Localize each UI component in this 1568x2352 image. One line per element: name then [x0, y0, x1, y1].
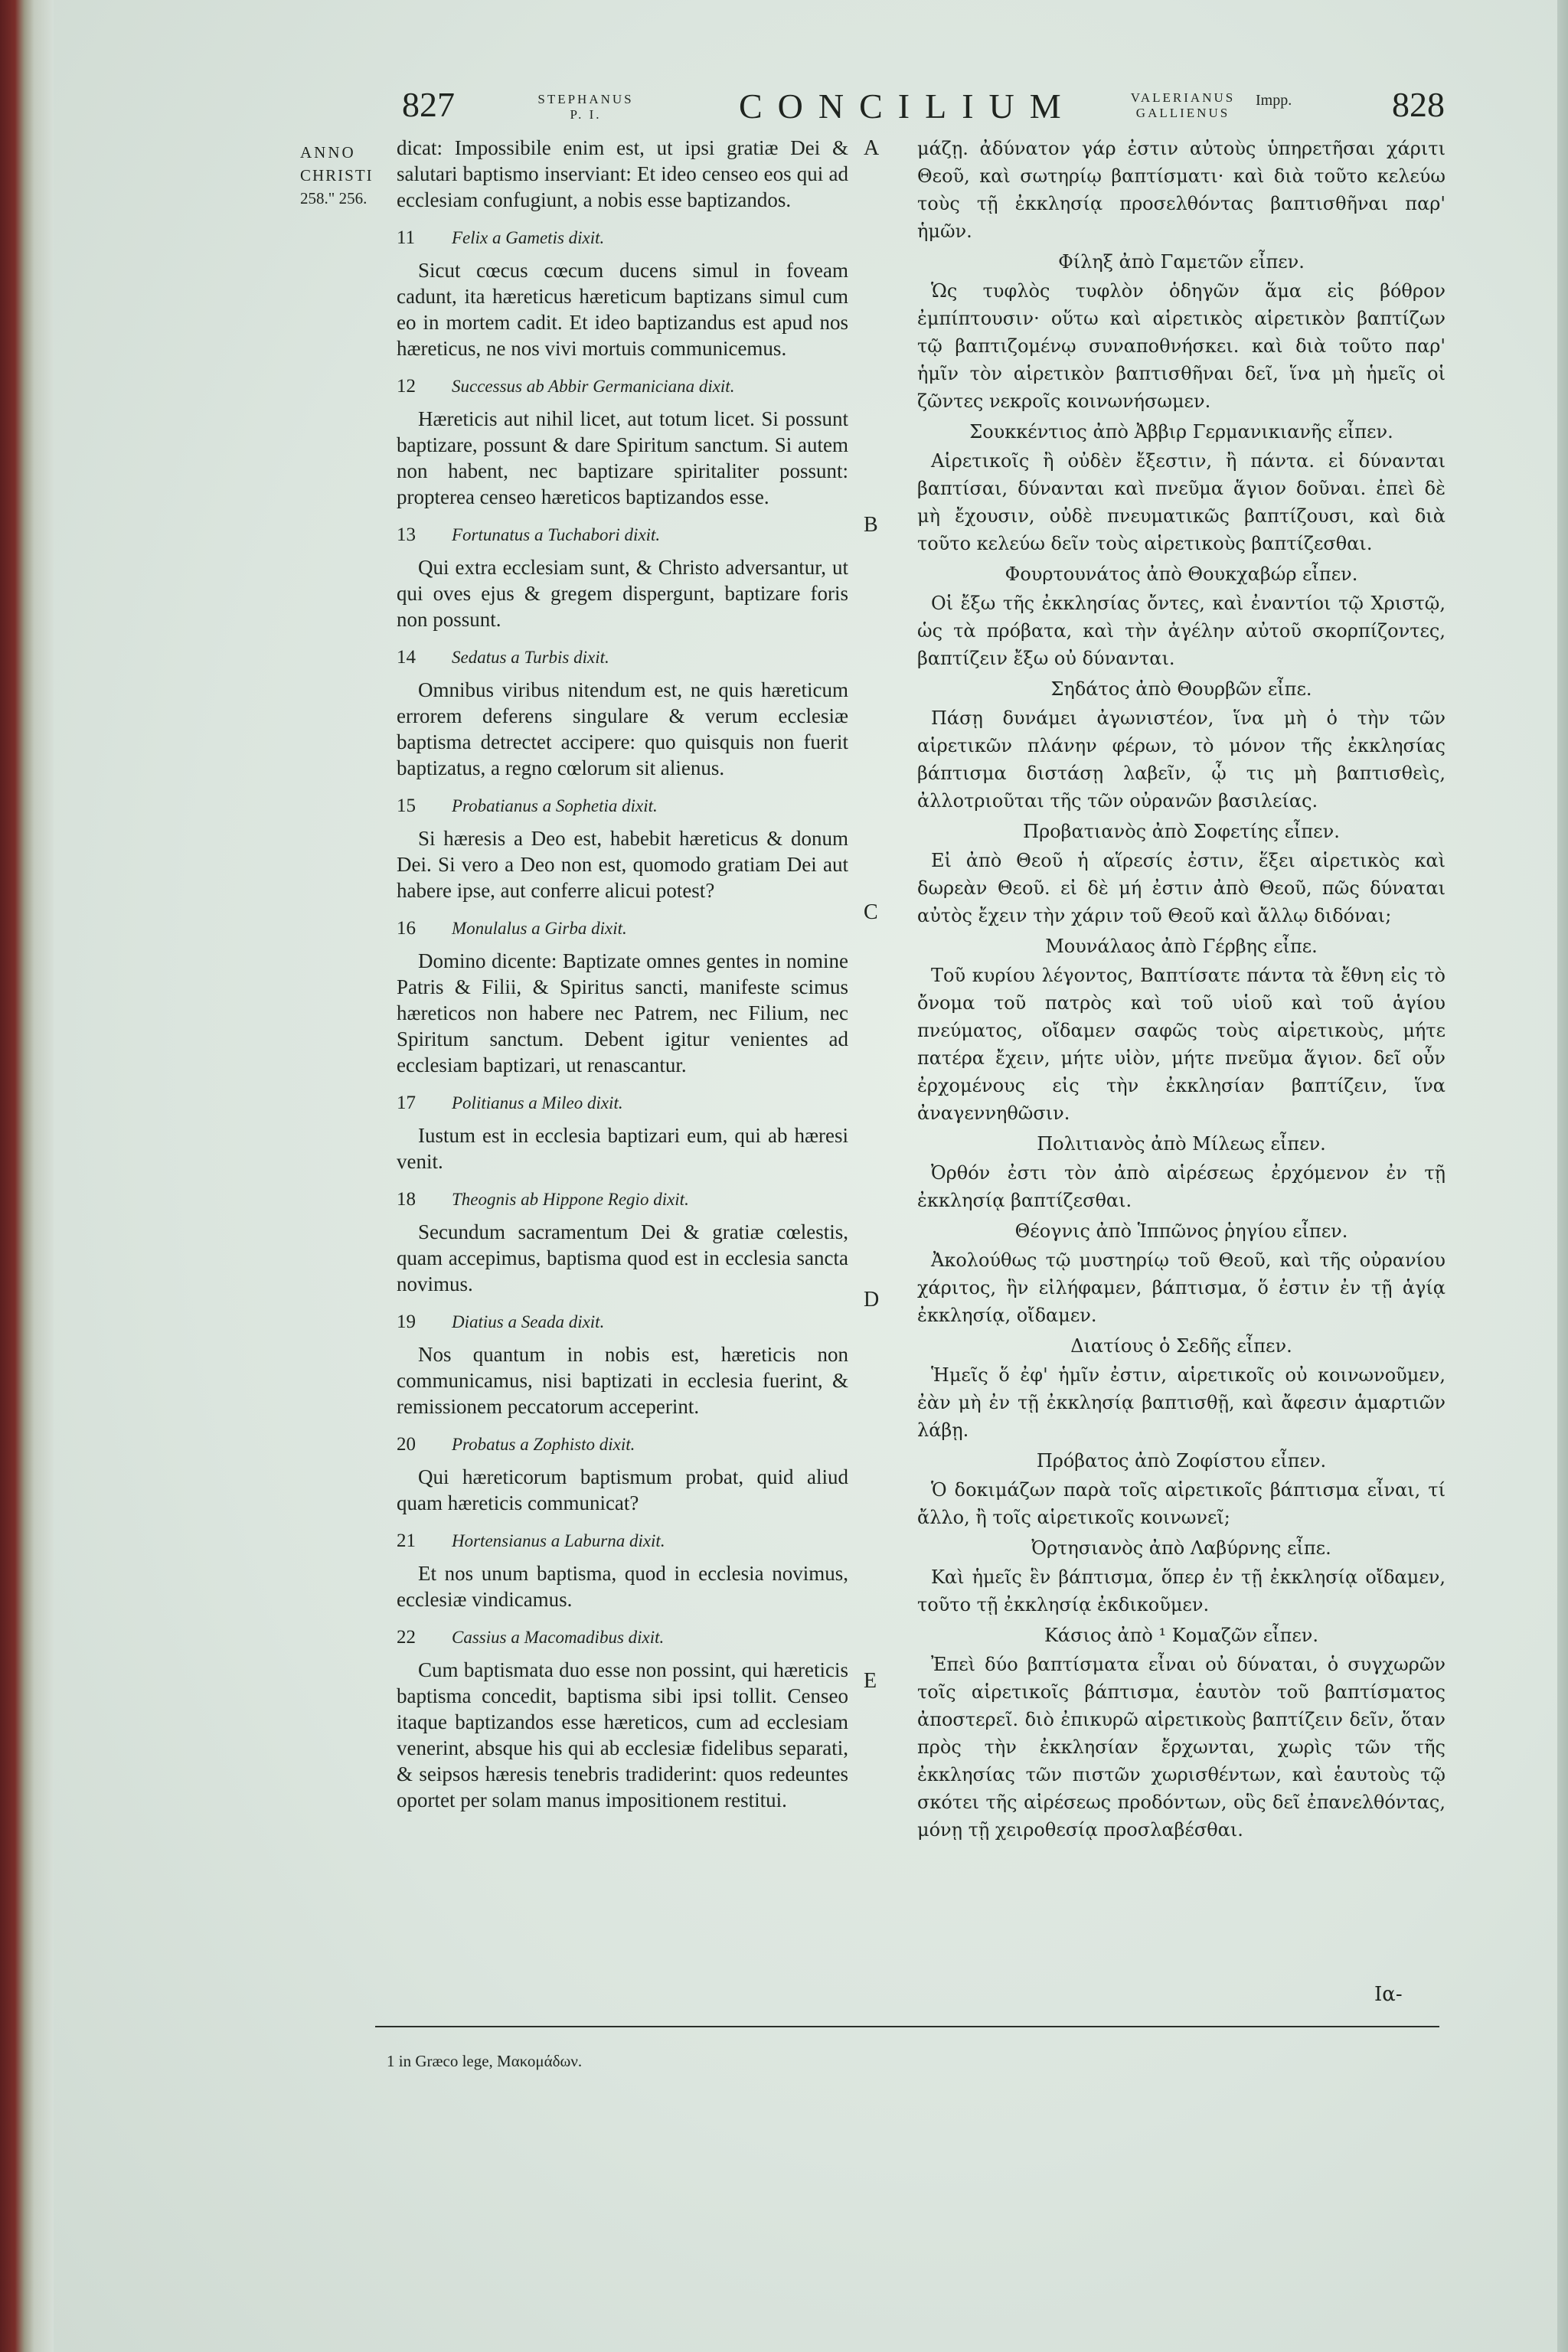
footnote-rule	[375, 2026, 1439, 2027]
speaker-name: Monulalus a Girba dixit.	[452, 919, 627, 938]
latin-speaker	[397, 1187, 848, 1213]
greek-speaker: Σηδάτος ἀπὸ Θουρβῶν εἶπε.	[1050, 678, 1312, 700]
greek-statement: Ἐπεὶ δύο βαπτίσματα εἶναι οὐ δύναται, ὁ συγχωρῶν τοῖς αἱρετικοῖς βάπτισμα, ἑαυτὸν τοῦ βαπτίσματος ἀποστερεῖ. διὸ ἐπικυρῶ αἱρετικοὺς βαπτίζειν δεῖν, ὅταν πρὸς τὴν ἐκκλησίαν ἔρχωνται, χωρὶς τῶν τῆς ἐκκλησίας τῶν πιστῶν χωρισθέντων, καὶ ἑαυτοὺς τῷ σκότει τῆς αἱρέσεως προδόντων, οὓς δεῖ ἐπανελθόντας, μόνῃ τῇ χειροθεσίᾳ προσλαβέσθαι.	[917, 1654, 1446, 1841]
latin-statement: Nos quantum in nobis est, hæreticis non communicamus, nisi baptizati in ecclesia fuerint, & remissionem peccatorum acceperint.	[397, 1343, 848, 1418]
entry-number: 17	[397, 1093, 416, 1113]
latin-statement: Sicut cœcus cœcum ducens simul in foveam cadunt, ita hæreticus hæreticum baptizans simul cum eo in mortem cadit. Et ideo baptizandus est apud nos hæreticus, ne nos vivi mortuis communicemus.	[397, 259, 848, 360]
latin-speaker	[397, 1625, 848, 1651]
margin-letter: B	[864, 513, 878, 537]
speaker-name: Felix a Gametis dixit.	[452, 228, 605, 247]
greek-column	[917, 135, 1446, 1847]
entry-number: 19	[397, 1312, 416, 1332]
entry-number: 21	[397, 1530, 416, 1551]
side-note	[300, 141, 374, 210]
greek-statement: Ἀκολούθως τῷ μυστηρίῳ τοῦ Θεοῦ, καὶ τῆς οὐρανίου χάριτος, ἣν εἰλήφαμεν, βάπτισμα, ὅ ἐστιν ἐν τῇ ἁγίᾳ ἐκκλησίᾳ, οἴδαμεν.	[917, 1250, 1446, 1326]
latin-statement: Cum baptismata duo esse non possint, qui hæreticis baptisma concedit, baptisma sibi ipsi tollit. Censeo itaque baptizandos esse hæreticos, cum ad ecclesiam venerint, absque his qui ab ecclesiæ fidelibus separati, & seipsos hæresis tenebris tradiderint: quos redeuntes oportet per solam manus impositionem restitui.	[397, 1658, 848, 1811]
greek-speaker: Θέογνις ἀπὸ Ἱππῶνος ῥηγίου εἶπεν.	[1014, 1220, 1348, 1242]
greek-statement: Ἡμεῖς ὅ ἐφ' ἡμῖν ἐστιν, αἱρετικοῖς οὐ κοινωνοῦμεν, ἐὰν μὴ ἐν τῇ ἐκκλησίᾳ βαπτισθῇ, καὶ ἄφεσιν ἁμαρτιῶν λάβῃ.	[917, 1364, 1446, 1441]
page-edge	[1557, 0, 1568, 2352]
greek-speaker: Σουκκέντιος ἀπὸ Ἀββιρ Γερμανικιανῆς εἶπεν.	[969, 421, 1393, 443]
speaker-name: Sedatus a Turbis dixit.	[452, 648, 609, 667]
greek-speaker: Πρόβατος ἀπὸ Ζοφίστου εἶπεν.	[1036, 1450, 1327, 1472]
speaker-name: Probatianus a Sophetia dixit.	[452, 796, 658, 815]
latin-statement: Iustum est in ecclesia baptizari eum, qui ab hæresi venit.	[397, 1124, 848, 1173]
side-note-line: ANNO	[300, 143, 356, 162]
speaker-name: Theognis ab Hippone Regio dixit.	[452, 1190, 689, 1209]
entry-number: 22	[397, 1627, 416, 1648]
greek-statement: Ὀρθόν ἐστι τὸν ἀπὸ αἱρέσεως ἐρχόμενον ἐν τῇ ἐκκλησίᾳ βαπτίζεσθαι.	[917, 1162, 1446, 1211]
greek-statement: Αἱρετικοῖς ἢ οὐδὲν ἔξεστιν, ἢ πάντα. εἰ δύνανται βαπτίσαι, δύνανται καὶ πνεῦμα ἅγιον δοῦναι. ἐπεὶ δὲ μὴ ἔχουσιν, οὐδὲ πνευματικῶς βαπτίζουσι, καὶ διὰ τοῦτο κελεύω δεῖν τοὺς αἱρετικοὺς βαπτίζεσθαι.	[917, 450, 1446, 554]
greek-speaker: Προβατιανὸς ἀπὸ Σοφετίης εἶπεν.	[1023, 821, 1340, 842]
latin-speaker	[397, 793, 848, 819]
entry-number: 18	[397, 1189, 416, 1210]
latin-speaker	[397, 522, 848, 548]
latin-statement: Domino dicente: Baptizate omnes gentes in nomine Patris & Filii, & Spiritus sancti, manifeste scimus hæreticos non habere nec Patrem, nec Filium, nec Spiritum sanctum. Debent igitur venientes ad ecclesiam baptizari, ut renascantur.	[397, 949, 848, 1076]
greek-speaker: Πολιτιανὸς ἀπὸ Μίλεως εἶπεν.	[1037, 1133, 1326, 1155]
right-running-imp: Impp.	[1256, 92, 1292, 109]
left-running-head: STEPHANUS P. I.	[537, 92, 634, 122]
latin-statement: Qui extra ecclesiam sunt, & Christo adversantur, ut qui oves ejus & gregem dispergunt, baptizare foris non possunt.	[397, 556, 848, 631]
entry-number: 11	[397, 227, 416, 248]
latin-speaker	[397, 225, 848, 251]
speaker-name: Probatus a Zophisto dixit.	[452, 1435, 635, 1454]
latin-speaker	[397, 1090, 848, 1116]
latin-speaker	[397, 1432, 848, 1458]
latin-statement: Secundum sacramentum Dei & gratiæ cœlestis, quam accepimus, baptisma quod est in ecclesia sancta novimus.	[397, 1220, 848, 1295]
greek-statement: Εἰ ἀπὸ Θεοῦ ἡ αἵρεσίς ἐστιν, ἕξει αἱρετικὸς καὶ δωρεὰν Θεοῦ. εἰ δὲ μή ἐστιν ἀπὸ Θεοῦ, πῶς δύναται αὐτὸς ἔχειν τὴν χάριν τοῦ Θεοῦ καὶ ἄλλῳ διδόναι;	[917, 850, 1446, 926]
latin-intro: dicat: Impossibile enim est, ut ipsi gratiæ Dei & salutari baptismo inserviant: Et ideo censeo eos qui ad ecclesiam confugiunt, a nobis esse baptizandos.	[397, 136, 848, 211]
margin-letter: D	[864, 1288, 880, 1312]
margin-letter: E	[864, 1669, 877, 1693]
latin-column	[397, 135, 848, 1821]
greek-speaker: Κάσιος ἀπὸ ¹ Κομαζῶν εἶπεν.	[1044, 1625, 1318, 1646]
speaker-name: Politianus a Mileo dixit.	[452, 1093, 623, 1112]
speaker-name: Fortunatus a Tuchabori dixit.	[452, 525, 661, 544]
catchword: Ια-	[1374, 1983, 1403, 2006]
right-page-number: 828	[1392, 85, 1445, 124]
greek-entries	[917, 248, 1446, 1844]
greek-statement: Οἱ ἔξω τῆς ἐκκλησίας ὄντες, καὶ ἐναντίοι τῷ Χριστῷ, ὡς τὰ πρόβατα, καὶ τὴν ἀγέλην αὐτοῦ σκορπίζοντες, βαπτίζειν ἔξω οὐ δύνανται.	[917, 593, 1446, 669]
latin-statement: Omnibus viribus nitendum est, ne quis hæreticum errorem deferens singulare & verum ecclesiæ baptisma detrectet accipere: quo quisquis non fuerit baptizatus, a regno cœlorum sit alienus.	[397, 678, 848, 779]
greek-statement: Πάσῃ δυνάμει ἀγωνιστέον, ἵνα μὴ ὁ τὴν τῶν αἱρετικῶν πλάνην φέρων, τὸ μόνον τῆς ἐκκλησίας βάπτισμα διστάσῃ λαβεῖν, ᾧ τις μὴ βαπτισθεὶς, ἀλλοτριοῦται τῆς τῶν οὐρανῶν βασιλείας.	[917, 707, 1446, 812]
entry-number: 20	[397, 1434, 416, 1455]
latin-statement: Qui hæreticorum baptismum probat, quid aliud quam hæreticis communicat?	[397, 1465, 848, 1514]
entry-number: 16	[397, 918, 416, 939]
greek-speaker: Φίληξ ἀπὸ Γαμετῶν εἶπεν.	[1058, 251, 1305, 273]
entry-number: 15	[397, 795, 416, 816]
latin-entries	[397, 225, 848, 1813]
greek-speaker: Φουρτουνάτος ἀπὸ Θουκχαβώρ εἶπεν.	[1004, 564, 1358, 585]
latin-speaker	[397, 645, 848, 671]
latin-statement: Si hæresis a Deo est, habebit hæreticus & donum Dei. Si vero a Deo non est, quomodo gratiam Dei aut habere ipse, aut conferre alicui potest?	[397, 827, 848, 902]
latin-statement: Hæreticis aut nihil licet, aut totum licet. Si possunt baptizare, possunt & dare Spiritum sanctum. Si autem non habent, nec baptizare spiritaliter possunt: propterea censeo hæreticos baptizandos esse.	[397, 407, 848, 508]
latin-speaker	[397, 1528, 848, 1554]
latin-speaker	[397, 916, 848, 942]
latin-speaker	[397, 1309, 848, 1335]
latin-statement: Et nos unum baptisma, quod in ecclesia novimus, ecclesiæ vindicamus.	[397, 1562, 848, 1611]
left-page-number: 827	[402, 85, 455, 124]
greek-statement: Ὡς τυφλὸς τυφλὸν ὁδηγῶν ἅμα εἰς βόθρον ἐμπίπτουσιν· οὕτω καὶ αἱρετικὸς αἱρετικὸν βαπτίζων τῷ βαπτιζομένῳ συναποθνήσκει. καὶ διὰ τοῦτο παρ' ἡμῖν τὸν αἱρετικὸν βαπτισθῆναι δεῖ, ἵνα μὴ ἡμεῖς οἱ ζῶντες νεκροῖς κοινωνήσωμεν.	[917, 280, 1446, 412]
latin-speaker	[397, 374, 848, 400]
footnote: 1 in Græco lege, Μακομάδων.	[387, 2052, 583, 2070]
speaker-name: Cassius a Macomadibus dixit.	[452, 1628, 665, 1647]
greek-statement: Καὶ ἡμεῖς ἓν βάπτισμα, ὅπερ ἐν τῇ ἐκκλησίᾳ οἴδαμεν, τοῦτο τῇ ἐκκλησίᾳ ἐκδικοῦμεν.	[917, 1566, 1446, 1615]
entry-number: 12	[397, 376, 416, 397]
page-title: CONCILIUM	[739, 87, 1076, 126]
entry-number: 13	[397, 524, 416, 545]
greek-statement: Ὁ δοκιμάζων παρὰ τοῖς αἱρετικοῖς βάπτισμα εἶναι, τί ἄλλο, ἢ τοῖς αἱρετικοῖς κοινωνεῖ;	[917, 1479, 1446, 1528]
entry-number: 14	[397, 647, 416, 668]
side-note-line: 258." 256.	[300, 189, 368, 207]
greek-speaker: Μουνάλαος ἀπὸ Γέρβης εἶπε.	[1045, 936, 1318, 957]
speaker-name: Diatius a Seada dixit.	[452, 1312, 605, 1331]
book-spine	[0, 0, 54, 2352]
speaker-name: Successus ab Abbir Germaniciana dixit.	[452, 377, 735, 396]
greek-intro: μάζῃ. ἀδύνατον γάρ ἐστιν αὐτοὺς ὑπηρετῆσαι χάριτι Θεοῦ, καὶ σωτηρίῳ βαπτίσματι· καὶ διὰ τοῦτο κελεύω τοὺς τῇ ἐκκλησίᾳ προσελθόντας βαπτισθῆναι παρ' ἡμῶν.	[917, 138, 1446, 242]
margin-letter: A	[864, 136, 880, 160]
greek-statement: Τοῦ κυρίου λέγοντος, Βαπτίσατε πάντα τὰ ἔθνη εἰς τὸ ὄνομα τοῦ πατρὸς καὶ τοῦ υἱοῦ καὶ τοῦ ἁγίου πνεύματος, οἴδαμεν σαφῶς τοὺς αἱρετικοὺς, μήτε πατέρα ἔχειν, μήτε υἱὸν, μήτε πνεῦμα ἅγιον. δεῖ οὖν ἐρχομένους εἰς τὴν ἐκκλησίαν βαπτίζειν, ἵνα ἀναγεννηθῶσιν.	[917, 965, 1446, 1124]
margin-letter: C	[864, 900, 878, 924]
speaker-name: Hortensianus a Laburna dixit.	[452, 1531, 665, 1550]
right-running-head: VALERIANUS GALLIENUS	[1130, 90, 1236, 120]
greek-speaker: Διατίους ὁ Σεδῆς εἶπεν.	[1070, 1335, 1292, 1357]
greek-speaker: Ὀρτησιανὸς ἀπὸ Λαβύρνης εἶπε.	[1031, 1537, 1331, 1559]
side-note-line: CHRISTI	[300, 166, 374, 185]
